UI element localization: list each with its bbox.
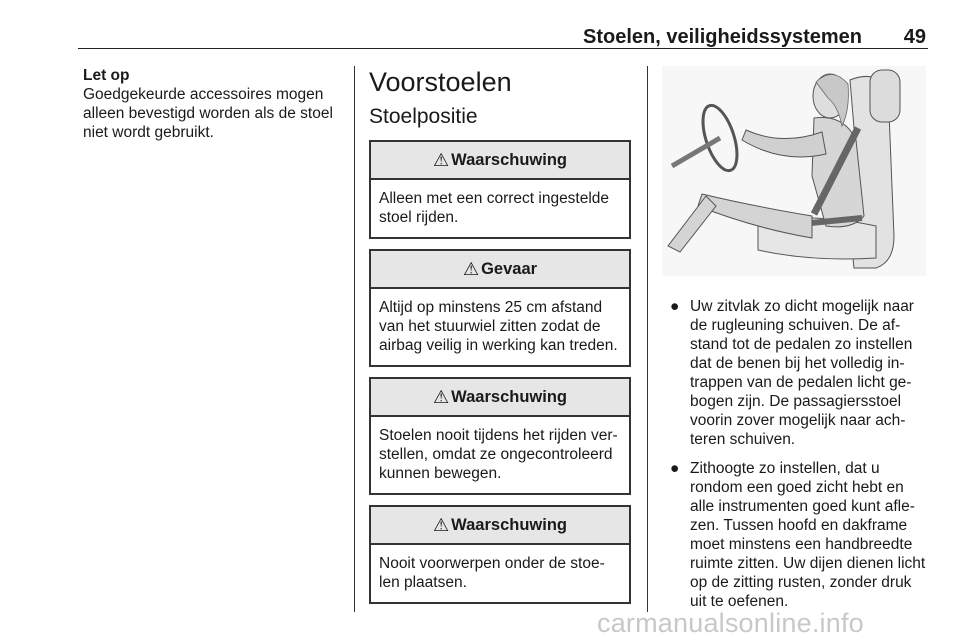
warning-icon: ⚠	[462, 258, 480, 279]
list-item	[662, 459, 928, 611]
list-item-text: Uw zitvlak zo dicht mogelijk naar de rugleuning schuiven. De af- stand tot de pedalen zo instellen dat de benen bij het volledig in- trappen van de pedalen licht ge- bogen zijn. De passagiersstoel voorin zover mogelijk naar ach- teren schuiven.	[690, 298, 914, 448]
page-title: Stoelen, veiligheidssystemen	[583, 26, 862, 48]
instruction-list	[662, 297, 928, 611]
note-text: Goedgekeurde accessoires mogen alleen bevestigd worden als de stoel niet wordt gebruikt.	[83, 86, 333, 141]
warning-icon: ⚠	[433, 149, 450, 170]
danger-box-heading: Gevaar	[481, 259, 538, 278]
seat-position-illustration	[662, 66, 926, 276]
warning-box	[369, 505, 631, 604]
page-number: 49	[903, 26, 926, 48]
warning-box-header	[371, 507, 629, 545]
bullet-icon: ●	[670, 460, 680, 477]
warning-box-text: Alleen met een correct ingestelde stoel rijden.	[379, 190, 610, 226]
warning-box-header	[371, 142, 629, 180]
section-title: Voorstoelen	[369, 67, 512, 97]
bullet-icon: ●	[670, 298, 680, 315]
warning-box-heading: Waarschuwing	[451, 150, 567, 169]
warning-icon: ⚠	[433, 514, 450, 535]
danger-box	[369, 249, 631, 367]
warning-box-text: Nooit voorwerpen onder de stoe- len plaatsen.	[379, 555, 605, 591]
warning-icon: ⚠	[433, 386, 450, 407]
column-divider	[354, 66, 355, 612]
section-column	[369, 66, 631, 604]
note-title: Let op	[83, 67, 130, 84]
warning-box-header	[371, 379, 629, 417]
warning-box-heading: Waarschuwing	[451, 387, 567, 406]
page-header	[78, 24, 928, 49]
warning-box	[369, 377, 631, 495]
list-item	[662, 297, 928, 449]
warning-box	[369, 140, 631, 239]
column-divider	[647, 66, 648, 612]
list-item-text: Zithoogte zo instellen, dat u rondom een goed zicht hebt en alle instrumenten goed kunt afle- zen. Tussen hoofd en dakframe moet minstens een handbreedte ruimte zitten. Uw dijen dienen licht op de zitting rusten, zonder druk uit te oefenen.	[690, 460, 926, 610]
section-subtitle: Stoelpositie	[369, 105, 478, 128]
illustration-column	[662, 66, 928, 621]
note-block	[83, 66, 345, 142]
watermark: carmanualsonline.info	[597, 608, 864, 638]
warning-box-heading: Waarschuwing	[451, 515, 567, 534]
warning-box-text: Stoelen nooit tijdens het rijden ver- stellen, omdat ze ongecontroleerd kunnen bewegen.	[379, 427, 618, 482]
danger-box-header	[371, 251, 629, 289]
danger-box-text: Altijd op minstens 25 cm afstand van het stuurwiel zitten zodat de airbag veilig in werking kan treden.	[379, 299, 618, 354]
